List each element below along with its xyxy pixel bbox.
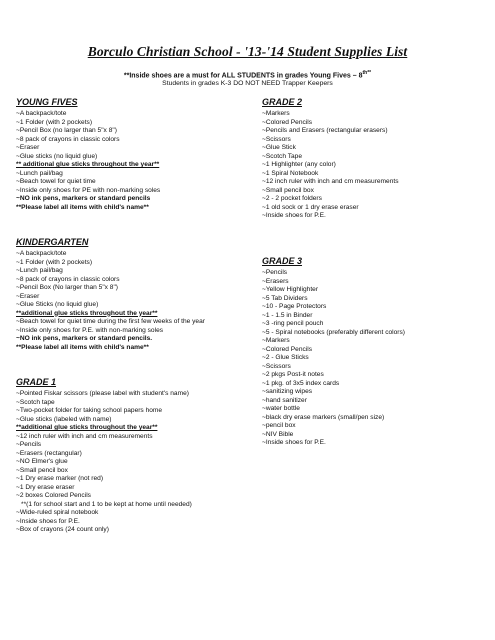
list-item: ~Box of crayons (24 count only)	[16, 526, 109, 533]
list-item: ~2 - 2 pocket folders	[262, 195, 322, 202]
list-item: ~Eraser	[16, 144, 40, 151]
list-item: ~NIV Bible	[262, 430, 294, 438]
grade-3-heading: GRADE 3	[262, 256, 303, 266]
list-item: ~1 Spiral Notebook	[262, 169, 319, 177]
list-item: **Please label all items with child's name**	[16, 203, 149, 211]
list-item: ~Glue Sticks (no liquid glue)	[16, 301, 99, 308]
list-item: ~Pencils	[262, 269, 288, 276]
kindergarten-heading: KINDERGARTEN	[16, 237, 89, 247]
list-item: ~Inside only shoes for PE with non-marking soles	[16, 186, 161, 194]
list-item: ~Colored Pencils	[262, 345, 313, 353]
section-grade-2	[262, 97, 487, 221]
section-grade-1	[16, 377, 254, 535]
list-item: ~1 Dry erase eraser	[16, 483, 75, 491]
list-item: ~Lunch pail/bag	[16, 267, 63, 274]
list-item: ~12 inch ruler with inch and cm measurements	[16, 432, 153, 440]
list-item: **additional glue sticks throughout the year**	[16, 309, 158, 317]
list-item: ~A backpack/tote	[16, 250, 67, 257]
list-item: ~5 Tab Dividers	[262, 294, 308, 302]
list-item: ~8 pack of crayons in classic colors	[16, 275, 120, 283]
list-item: ~Scissors	[262, 135, 291, 143]
list-item: ~1 Highlighter (any color)	[262, 161, 336, 168]
list-item: ~Two-pocket folder for taking school papers home	[16, 407, 163, 414]
list-item: ~3 -ring pencil pouch	[262, 320, 324, 327]
list-item: ~1 Folder (with 2 pockets)	[16, 258, 93, 266]
kindergarten-list	[16, 250, 254, 352]
list-item: ~pencil box	[262, 422, 296, 429]
list-item: ~Beach towel for quiet time	[16, 178, 96, 185]
section-grade-3	[262, 256, 487, 448]
list-item: ~Small pencil box	[16, 466, 68, 474]
list-item: ~Wide-ruled spiral notebook	[16, 509, 99, 516]
trapper-keeper-notice: Students in grades K-3 DO NOT NEED Trapper Keepers	[162, 80, 333, 87]
grade-2-heading: GRADE 2	[262, 97, 303, 107]
list-item: ~Inside shoes for P.E.	[262, 212, 326, 219]
grade-1-list	[16, 390, 254, 535]
list-item: ~Yellow Highlighter	[262, 286, 319, 293]
inside-shoes-notice-sup: th**	[362, 70, 372, 76]
list-item: ~12 inch ruler with inch and cm measurements	[262, 178, 399, 185]
list-item: ** additional glue sticks throughout the year**	[16, 161, 160, 168]
list-item: ~Pencils	[16, 441, 42, 448]
list-item: ~Pencil Box (no larger than 5"x 8")	[16, 127, 117, 134]
list-item: ~NO ink pens, markers or standard pencils.	[16, 335, 153, 342]
list-item: ~5 - Spiral notebooks (preferably different colors)	[262, 328, 405, 336]
list-item: ~8 pack of crayons in classic colors	[16, 135, 120, 143]
section-young-fives	[16, 97, 254, 212]
list-item: ~NO ink pens, markers or standard pencils	[16, 195, 151, 202]
list-item: ~hand sanitizer	[262, 396, 307, 404]
list-item: ~1 old sock or 1 dry erase eraser	[262, 203, 359, 211]
list-item: ~black dry erase markers (small/pen size)	[262, 413, 385, 421]
young-fives-list	[16, 110, 254, 212]
grade-1-heading: GRADE 1	[16, 377, 57, 387]
grade-3-list	[262, 269, 487, 448]
list-item: ~Small pencil box	[262, 186, 314, 194]
list-item: **(1 for school start and 1 to be kept at home until needed)	[21, 500, 192, 508]
list-item: ~Erasers (rectangular)	[16, 449, 82, 457]
list-item: ~10 - Page Protectors	[262, 303, 327, 310]
list-item: ~Inside shoes for P.E.	[262, 439, 326, 446]
list-item: ~1 Folder (with 2 pockets)	[16, 118, 93, 126]
list-item: **additional glue sticks throughout the year**	[16, 424, 158, 431]
list-item: ~1 Dry erase marker (not red)	[16, 475, 104, 482]
document-title: Borculo Christian School - '13-'14 Student Supplies List	[87, 44, 408, 59]
list-item: ~Pencils and Erasers (rectangular erasers)	[262, 127, 388, 134]
list-item: ~sanitizing wipes	[262, 388, 313, 395]
list-item: ~2 pkgs Post-it notes	[262, 371, 324, 378]
list-item: ~Colored Pencils	[262, 118, 313, 126]
list-item: ~2 - Glue Sticks	[262, 354, 309, 361]
young-fives-heading: YOUNG FIVES	[16, 97, 78, 107]
list-item: ~Inside only shoes for P.E. with non-marking soles	[16, 326, 164, 334]
list-item: ~Pencil Box (No larger than 5"x 8")	[16, 284, 118, 291]
list-item: ~Scotch tape	[16, 398, 55, 406]
list-item: **Please label all items with child's name**	[16, 343, 149, 351]
list-item: ~Erasers	[262, 277, 289, 285]
list-item: ~water bottle	[262, 405, 300, 412]
list-item: ~Markers	[262, 337, 290, 344]
list-item: ~2 boxes Colored Pencils	[16, 492, 91, 499]
list-item: ~Eraser	[16, 292, 40, 300]
list-item: ~Scissors	[262, 362, 291, 370]
list-item: ~1 - 1.5 in Binder	[262, 311, 313, 319]
list-item: ~Lunch pail/bag	[16, 169, 63, 177]
list-item: ~Scotch Tape	[262, 152, 303, 160]
list-item: ~Inside shoes for P.E.	[16, 517, 80, 525]
list-item: ~NO Elmer's glue	[16, 458, 68, 465]
inside-shoes-notice	[0, 70, 495, 79]
section-kindergarten	[16, 237, 254, 352]
list-item: ~Markers	[262, 110, 290, 117]
list-item: ~Beach towel for quiet time during the first few weeks of the year	[16, 318, 205, 325]
inside-shoes-notice-text: **Inside shoes are a must for ALL STUDENTS in grades Young Fives – 8	[123, 72, 363, 80]
list-item: ~Glue sticks (no liquid glue)	[16, 152, 98, 160]
list-item: ~Pointed Fiskar scissors (please label with student's name)	[16, 390, 189, 397]
list-item: ~Glue sticks (labeled with name)	[16, 415, 112, 423]
list-item: ~1 pkg. of 3x5 index cards	[262, 379, 340, 387]
list-item: ~A backpack/tote	[16, 110, 67, 117]
grade-2-list	[262, 110, 487, 221]
list-item: ~Glue Stick	[262, 144, 296, 151]
